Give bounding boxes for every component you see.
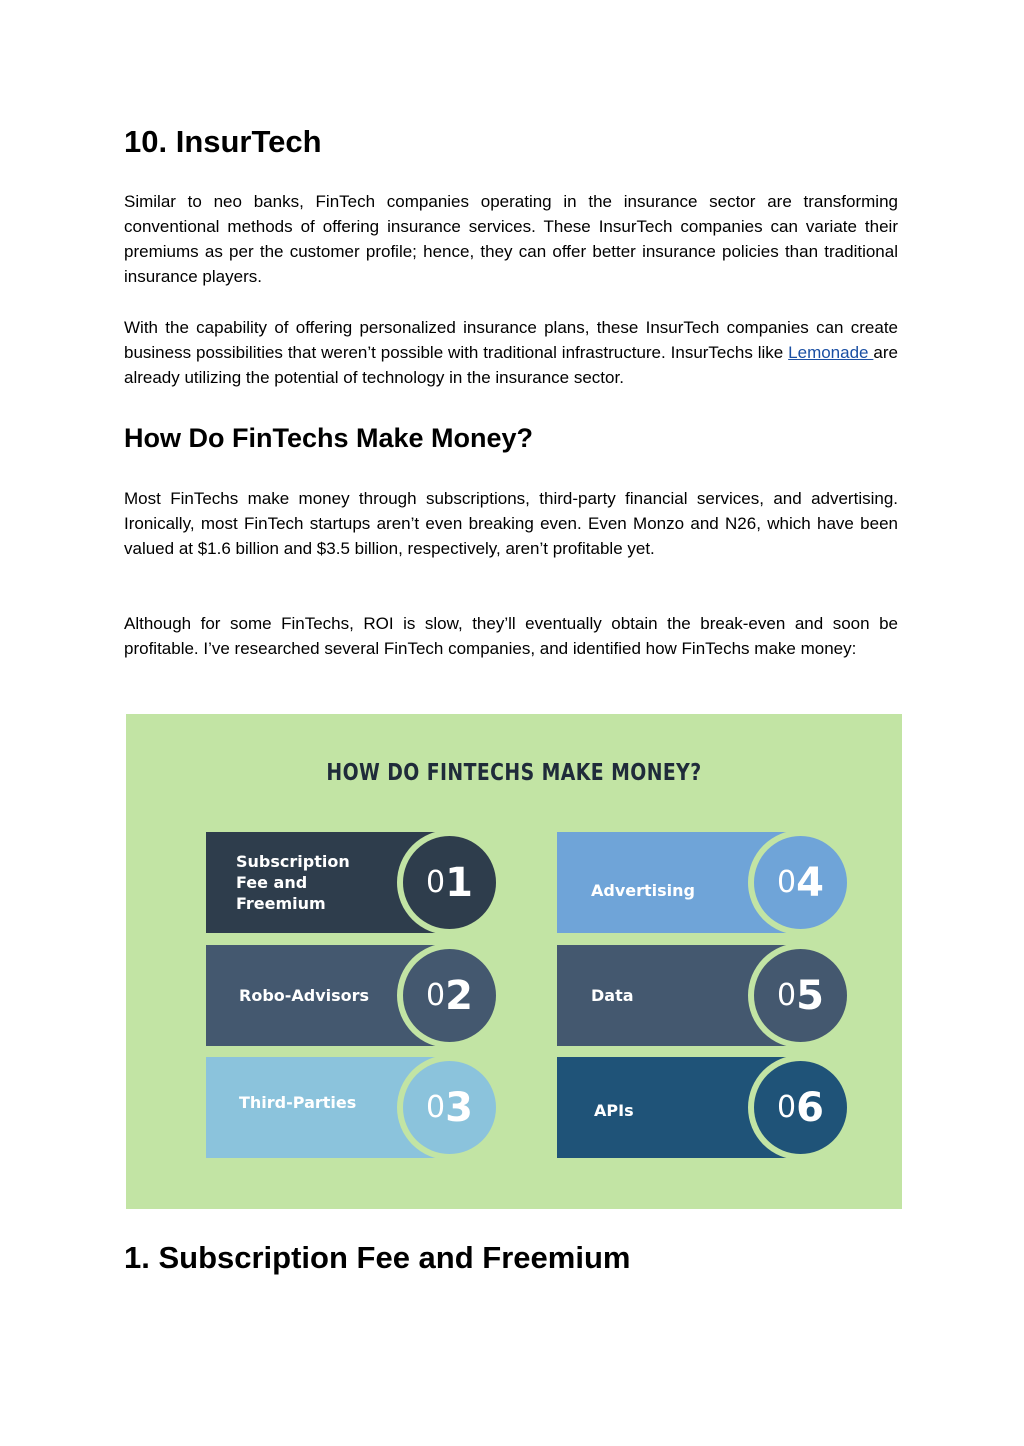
card-label — [591, 945, 634, 1046]
card-number-digit: 2 — [445, 972, 473, 1019]
insurtech-paragraph-2 — [124, 315, 898, 390]
infographic-card-data — [557, 945, 855, 1046]
card-number-zero: 0 — [426, 865, 446, 900]
infographic-card-third-parties — [206, 1057, 504, 1158]
card-number-circle — [403, 836, 496, 929]
card-number-zero: 0 — [777, 978, 797, 1013]
lemonade-link[interactable]: Lemonade — [788, 343, 874, 362]
money-paragraph-1: Most FinTechs make money through subscriptions, third-party financial services, and advertising. Ironically, most FinTech startups aren’t even breaking even. Even Monzo and N26, which have been valued at $1.6 billion and $3.5 billion, respectively, aren’t profitable yet. — [124, 489, 898, 558]
card-label-line-2: Fee and — [236, 873, 308, 892]
money-paragraph-2: Although for some FinTechs, ROI is slow, they’ll eventually obtain the break-even and soon be profitable. I’ve researched several FinTech companies, and identified how FinTechs make money: — [124, 614, 898, 658]
card-label — [591, 840, 695, 941]
card-number-zero: 0 — [777, 865, 797, 900]
card-number-digit: 6 — [796, 1084, 824, 1131]
infographic-card-subscription — [206, 832, 504, 933]
card-number-digit: 1 — [445, 859, 473, 906]
insurtech-paragraph-1: Similar to neo banks, FinTech companies operating in the insurance sector are transforming conventional methods of offering insurance services. These InsurTech companies can variate their premiums as per the customer profile; hence, they can offer better insurance policies than traditional insurance players. — [124, 192, 898, 286]
card-number-circle — [403, 1061, 496, 1154]
card-number-circle — [754, 836, 847, 929]
card-label-line-1: APIs — [594, 1101, 634, 1120]
section-heading-insurtech: 10. InsurTech — [124, 124, 322, 159]
card-label — [239, 945, 369, 1046]
card-label-line-1: Third-Parties — [239, 1092, 357, 1112]
card-number-zero: 0 — [777, 1090, 797, 1125]
infographic-card-advertising — [557, 832, 855, 933]
card-label-line-1: Data — [591, 986, 634, 1005]
card-number-zero: 0 — [426, 978, 446, 1013]
infographic-card-apis — [557, 1057, 855, 1158]
card-label-line-1: Advertising — [591, 881, 695, 900]
insurtech-paragraph-2-text-before: With the capability of offering personalized insurance plans, these InsurTech companies can create business possibilities that weren’t possible with traditional infrastructure. InsurTechs like — [124, 318, 898, 362]
insurtech-paragraph-2-text-after: are already utilizing the potential of technology in the insurance sector. — [124, 343, 898, 387]
section-heading-fintech-money: How Do FinTechs Make Money? — [124, 423, 534, 453]
card-number-circle — [754, 1061, 847, 1154]
card-label-line-3: Freemium — [236, 894, 326, 913]
fintech-money-infographic — [126, 714, 902, 1209]
card-label — [239, 1057, 356, 1147]
card-label-line-1: Robo-Advisors — [239, 986, 370, 1005]
infographic-card-robo-advisors — [206, 945, 504, 1046]
card-number-circle — [754, 949, 847, 1042]
card-number-circle — [403, 949, 496, 1042]
card-number-digit: 5 — [796, 972, 824, 1019]
card-number-digit: 4 — [796, 859, 824, 906]
card-number-zero: 0 — [426, 1090, 446, 1125]
infographic-title: HOW DO FINTECHS MAKE MONEY? — [326, 760, 702, 786]
card-label — [236, 832, 350, 933]
card-number-digit: 3 — [445, 1084, 473, 1131]
card-label — [594, 1060, 634, 1161]
section-heading-subscription: 1. Subscription Fee and Freemium — [124, 1240, 631, 1275]
card-label-line-1: Subscription — [236, 852, 350, 871]
